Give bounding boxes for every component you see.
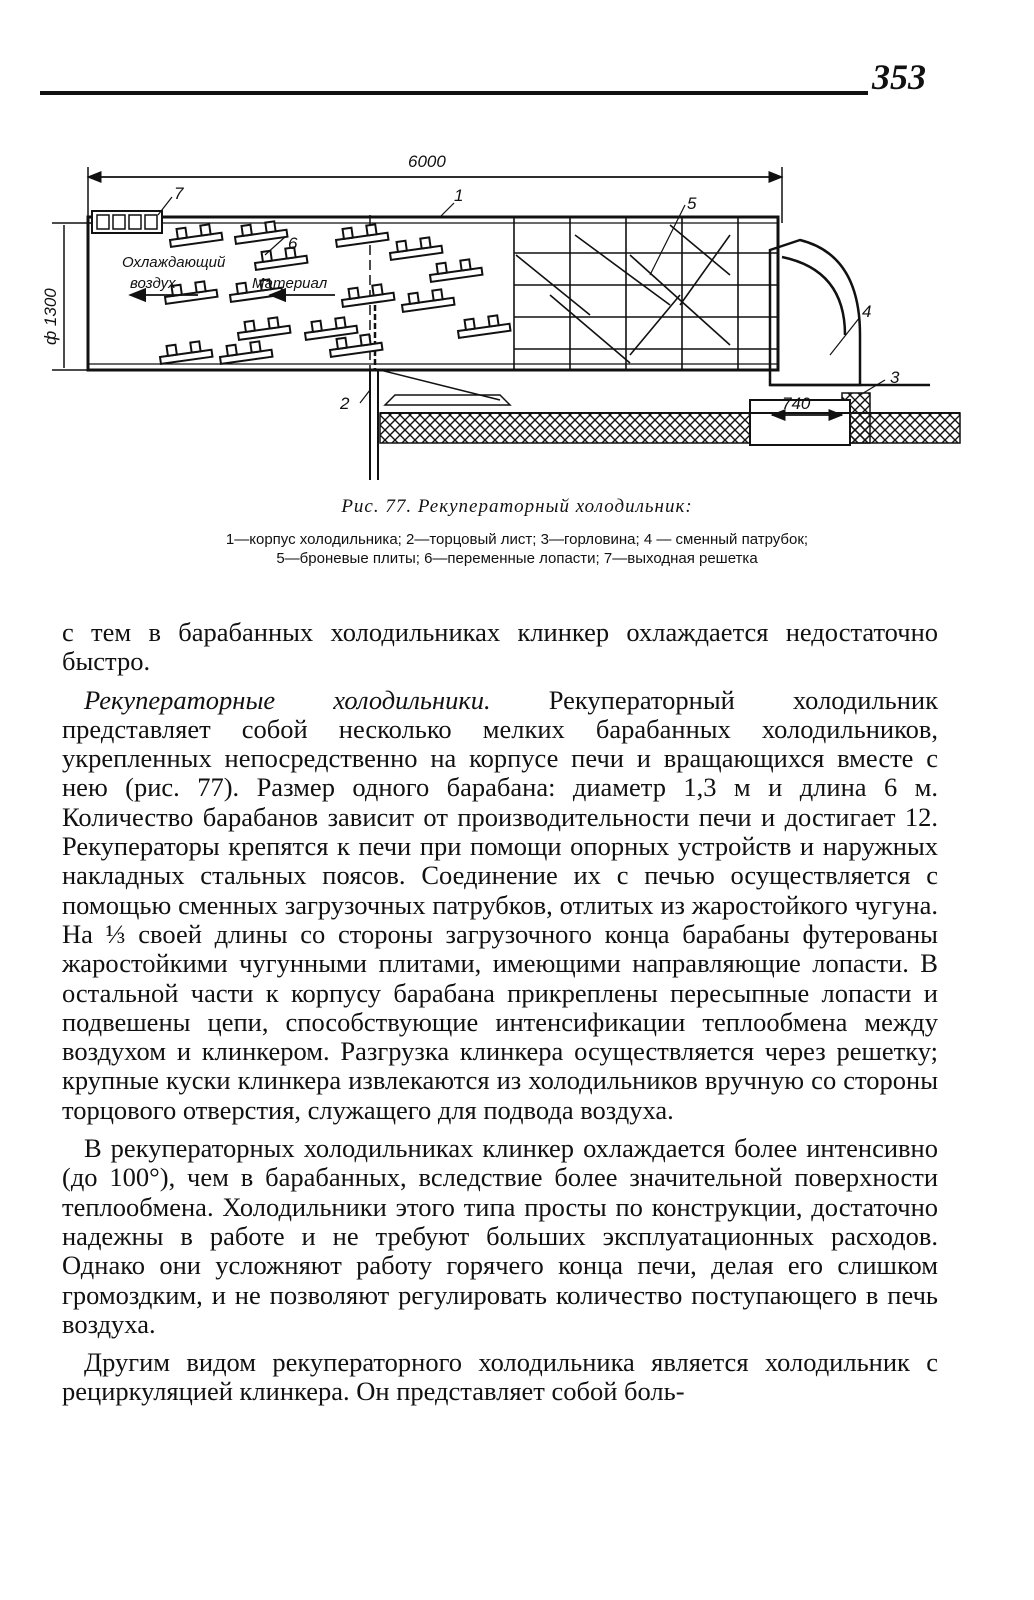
air-label-line2: воздух: [130, 275, 176, 292]
material-label: Материал: [252, 275, 328, 292]
armour-plates-section: [514, 217, 778, 370]
figure-legend-line-1: 1—корпус холодильника; 2—торцовый лист; 3—горловина; 4 — сменный патрубок;: [225, 531, 809, 548]
dimension-diameter: [41, 223, 92, 370]
paragraph-4: Другим видом рекуператорного холодильника является холодильник с рециркуляцией клинкера. Он представляет собой боль-: [62, 1347, 938, 1407]
callout-2: 2: [340, 394, 350, 413]
callout-5: 5: [687, 194, 697, 213]
figure-legend-line-2: 5—броневые плиты; 6—переменные лопасти; 7—выходная решетка: [276, 550, 758, 567]
cooler-drawing: [30, 145, 1010, 490]
paragraph-2: [62, 686, 938, 1125]
figure-title: Рис. 77. Рекуператорный холодильник:: [341, 496, 693, 517]
callout-7: 7: [174, 184, 184, 203]
paragraph-3: В рекуператорных холодильниках клинкер охлаждается более интенсивно (до 100°), чем в барабанных, вследствие более значительной поверхности теплообмена. Холодильники этого типа просты по конструкции, достаточно надежны в работе и не требуют больших эксплуатационных расходов. Однако они усложняют работу горячего конца печи, делая его слишком громоздким, и не позволяют регулировать количество поступающего в печь воздуха.: [62, 1133, 938, 1339]
callout-1: 1: [454, 186, 464, 205]
paragraph-2-lead-in: Рекуператорные холодильники.: [84, 684, 491, 715]
outlet-grate: [92, 211, 162, 233]
cooler-drawing-svg: [30, 145, 1010, 490]
outlet-width-label: 740: [782, 394, 811, 413]
dimension-length: [88, 152, 782, 223]
page-number: 353: [872, 57, 926, 97]
diameter-label: ф 1300: [41, 288, 60, 345]
figure-legend: [35, 530, 999, 568]
air-label-line1: Охлаждающий: [122, 254, 226, 271]
foundation: [370, 370, 960, 480]
callout-3: 3: [890, 368, 900, 387]
variable-blades: [159, 220, 511, 364]
header-rule: [40, 91, 868, 95]
callout-4: 4: [862, 302, 872, 321]
body-text: [62, 618, 938, 1407]
callout-6: 6: [288, 234, 298, 253]
paragraph-1: с тем в барабанных холодильниках клинкер охлаждается недостаточно быстро.: [62, 617, 938, 677]
paragraph-2-text: Рекуператорный холодильник представляет собой несколько мелких барабанных холодильников, укрепленных непосредственно на корпусе печи и вращающихся вместе с нею (рис. 77). Размер одного барабана: диаметр 1,3 м и длина 6 м. Количество барабанов зависит от производительности печи и достигает 12. Рекуператоры крепятся к печи при помощи опорных устройств и наружных накладных стальных поясов. Соединение их с печью осуществляется с помощью сменных загрузочных патрубков, отлитых из жаростойкого чугуна. На ⅓ своей длины со стороны загрузочного конца барабаны футерованы жаростойкими чугунными плитами, имеющими направляющие лопасти. В остальной части к корпусу барабана прикреплены пересыпные лопасти и подвешены цепи, способствующие интенсификации теплообмена между воздухом и клинкером. Разгрузка клинкера осуществляется через решетку; крупные куски клинкера извлекаются из холодильников вручную со стороны торцового отверстия, служащего для подвода воздуха.: [62, 684, 938, 1125]
replaceable-nozzle: [770, 240, 930, 385]
length-label: 6000: [408, 152, 446, 171]
